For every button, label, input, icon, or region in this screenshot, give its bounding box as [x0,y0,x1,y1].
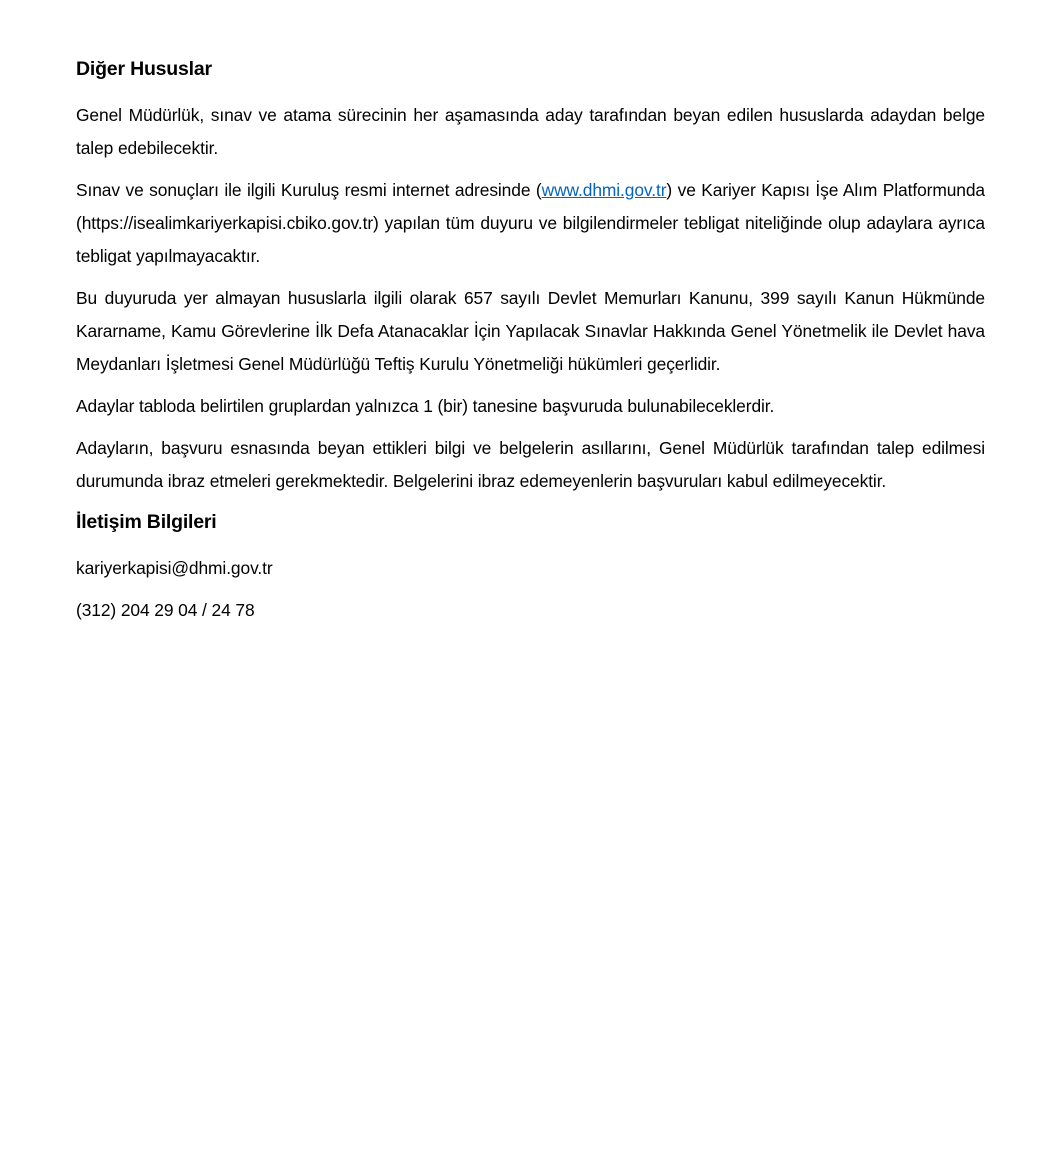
paragraph-text-before-link: Sınav ve sonuçları ile ilgili Kuruluş resmi internet adresinde ( [76,180,542,200]
paragraph-belge-talep: Genel Müdürlük, sınav ve atama sürecinin her aşamasında aday tarafından beyan edilen hususlarda adaydan belge talep edebilecektir. [76,105,985,158]
contact-heading: İletişim Bilgileri [76,511,217,533]
paragraph-tek-grup-basvuru: Adaylar tabloda belirtilen gruplardan yalnızca 1 (bir) tanesine başvuruda bulunabileceklerdir. [76,396,775,416]
paragraph-belge-ibraz: Adayların, başvuru esnasında beyan ettikleri bilgi ve belgelerin asıllarını, Genel Müdürlük tarafından talep edilmesi durumunda ibraz etmeleri gerekmektedir. Belgelerini ibraz edemeyenlerin başvuruları kabul edilmeyecektir. [76,438,985,491]
contact-email: kariyerkapisi@dhmi.gov.tr [76,558,273,578]
paragraph-duyuru-tebligat [76,174,985,273]
other-matters-heading: Diğer Hususlar [76,58,212,80]
dhmi-website-link[interactable]: www.dhmi.gov.tr [541,180,667,200]
paragraph-mevzuat: Bu duyuruda yer almayan hususlarla ilgili olarak 657 sayılı Devlet Memurları Kanunu, 399 sayılı Kanun Hükmünde Kararname, Kamu Görevlerine İlk Defa Atanacaklar İçin Yapılacak Sınavlar Hakkında Genel Yönetmelik ile Devlet hava Meydanları İşletmesi Genel Müdürlüğü Teftiş Kurulu Yönetmeliği hükümleri geçerlidir. [76,288,985,374]
contact-phone: (312) 204 29 04 / 24 78 [76,600,255,620]
paragraph-text-after-link: ) ve Kariyer Kapısı İşe Alım Platformunda (https://isealimkariyerkapisi.cbiko.gov.tr) yapılan tüm duyuru ve bilgilendirmeler tebligat niteliğinde olup adaylara ayrıca tebligat yapılmayacaktır. [76,180,985,266]
